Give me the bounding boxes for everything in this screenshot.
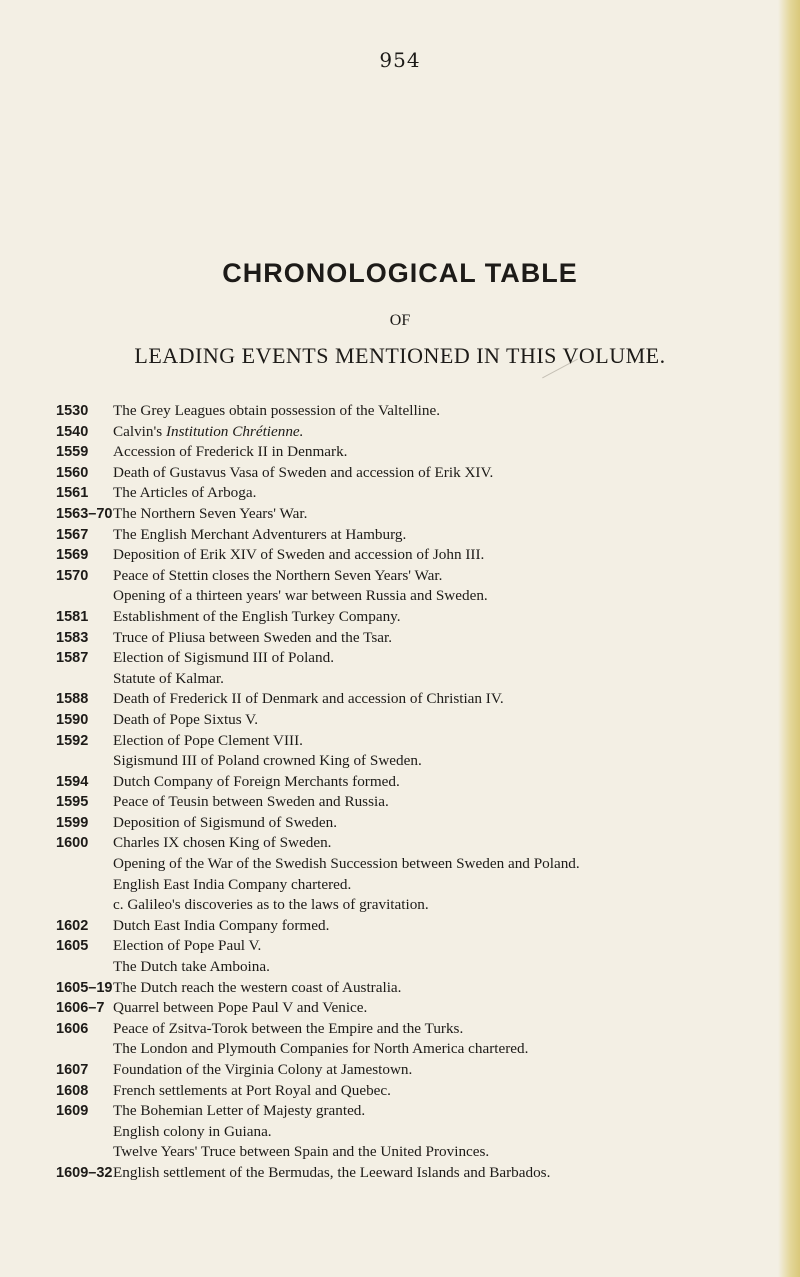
event-year: 1570: [56, 567, 89, 584]
event-year: 1608: [56, 1082, 89, 1099]
event-year: 1563–70: [56, 505, 113, 522]
event-text: Statute of Kalmar.: [113, 669, 224, 687]
event-row: [56, 1163, 776, 1184]
event-row: [56, 607, 776, 628]
event-text: Death of Frederick II of Denmark and accession of Christian IV.: [113, 690, 504, 708]
event-year: [56, 751, 113, 772]
event-row: [56, 957, 776, 978]
event-row: [56, 875, 776, 896]
event-text: Opening of the War of the Swedish Succession between Sweden and Poland.: [113, 855, 580, 873]
event-year: 1607: [56, 1062, 89, 1078]
event-text: The Northern Seven Years' War.: [113, 504, 308, 522]
event-text: Opening of a thirteen years' war between Russia and Sweden.: [113, 587, 488, 605]
event-year: 1606–7: [56, 1000, 105, 1017]
event-text: The London and Plymouth Companies for North America chartered.: [113, 1040, 529, 1058]
event-text: Establishment of the English Turkey Company.: [113, 607, 401, 625]
event-text-plain: Calvin's: [113, 422, 166, 440]
event-text: [113, 422, 303, 443]
event-row: [56, 833, 776, 854]
event-year: 1594: [56, 773, 89, 790]
event-text: Sigismund III of Poland crowned King of Sweden.: [113, 752, 422, 770]
event-row: [56, 710, 776, 731]
event-text: Charles IX chosen King of Sweden.: [113, 834, 332, 852]
event-text: Dutch East India Company formed.: [113, 916, 330, 934]
event-year: 1609–32: [56, 1164, 113, 1181]
event-row: [56, 483, 776, 504]
event-text: Deposition of Sigismund of Sweden.: [113, 813, 338, 831]
event-text: Peace of Stettin closes the Northern Seven Years' War.: [113, 566, 443, 584]
event-text: Foundation of the Virginia Colony at Jamestown.: [113, 1061, 413, 1078]
event-text: English colony in Guiana.: [113, 1122, 272, 1140]
event-text: Election of Pope Clement VIII.: [113, 731, 303, 749]
event-text: Twelve Years' Truce between Spain and the United Provinces.: [113, 1143, 490, 1161]
event-list: [56, 401, 776, 1184]
event-year: 1595: [56, 794, 89, 811]
event-year: 1600: [56, 835, 89, 852]
event-text: The Dutch take Amboina.: [113, 958, 270, 976]
event-text: English East India Company chartered.: [113, 875, 352, 893]
event-year: [56, 1039, 113, 1060]
event-text: Death of Pope Sixtus V.: [113, 710, 258, 728]
event-year: [56, 1142, 113, 1163]
event-row: [56, 772, 776, 793]
event-year: 1581: [56, 608, 89, 625]
event-year: 1605–19: [56, 979, 113, 996]
event-year: 1599: [56, 814, 89, 831]
event-row: [56, 998, 776, 1019]
event-year: 1567: [56, 526, 89, 543]
page-subtitle: LEADING EVENTS MENTIONED IN THIS VOLUME.: [134, 343, 666, 368]
event-year: [56, 854, 113, 875]
event-row: [56, 895, 776, 916]
event-text: Accession of Frederick II in Denmark.: [113, 443, 348, 461]
event-text: Quarrel between Pope Paul V and Venice.: [113, 999, 368, 1017]
event-row: [56, 566, 776, 587]
event-text: Deposition of Erik XIV of Sweden and accession of John III.: [113, 546, 485, 564]
event-row: [56, 648, 776, 669]
event-year: 1587: [56, 650, 89, 667]
event-row: [56, 545, 776, 566]
title-connector: OF: [389, 312, 411, 329]
event-row: [56, 936, 776, 957]
event-row: [56, 1081, 776, 1102]
event-year: 1540: [56, 423, 89, 440]
event-row: [56, 1060, 776, 1081]
event-row: [56, 628, 776, 649]
page-number: 954: [379, 48, 421, 72]
event-row: [56, 792, 776, 813]
event-row: [56, 525, 776, 546]
event-text: Truce of Pliusa between Sweden and the Tsar.: [113, 628, 393, 646]
event-year: 1592: [56, 732, 89, 749]
event-year: [56, 875, 113, 896]
event-text: Peace of Teusin between Sweden and Russia.: [113, 793, 389, 811]
event-row: [56, 1019, 776, 1040]
event-row: [56, 401, 776, 422]
event-year: 1583: [56, 629, 89, 646]
event-row: [56, 1039, 776, 1060]
event-year: 1561: [56, 485, 89, 502]
event-row: [56, 422, 776, 443]
event-year: 1605: [56, 938, 89, 955]
event-year: 1560: [56, 464, 89, 481]
event-text: The Grey Leagues obtain possession of the Valtelline.: [113, 402, 441, 419]
event-year: 1559: [56, 444, 89, 461]
event-row: [56, 916, 776, 937]
event-year: 1602: [56, 917, 89, 934]
event-year: [56, 669, 113, 690]
event-text: The English Merchant Adventurers at Hamburg.: [113, 525, 407, 543]
page-edge-discoloration: [778, 0, 800, 1277]
event-text: The Articles of Arboga.: [113, 484, 257, 502]
event-year: 1590: [56, 711, 89, 728]
event-row: [56, 1142, 776, 1163]
event-row: [56, 586, 776, 607]
event-year: 1606: [56, 1020, 89, 1037]
event-year: [56, 586, 113, 607]
event-row: [56, 854, 776, 875]
event-year: 1609: [56, 1103, 89, 1120]
event-year: [56, 895, 113, 916]
event-text: Dutch Company of Foreign Merchants formed.: [113, 772, 400, 790]
event-text: English settlement of the Bermudas, the Leeward Islands and Barbados.: [113, 1163, 551, 1181]
event-row: [56, 978, 776, 999]
event-row: [56, 731, 776, 752]
event-text: Election of Sigismund III of Poland.: [113, 649, 335, 667]
event-row: [56, 813, 776, 834]
event-row: [56, 504, 776, 525]
event-text: Election of Pope Paul V.: [113, 937, 262, 955]
event-row: [56, 689, 776, 710]
event-text: Peace of Zsitva-Torok between the Empire and the Turks.: [113, 1019, 464, 1037]
event-year: [56, 1122, 113, 1143]
event-year: 1530: [56, 403, 89, 419]
event-text: The Bohemian Letter of Majesty granted.: [113, 1102, 366, 1120]
event-text: The Dutch reach the western coast of Australia.: [113, 978, 402, 996]
event-year: 1588: [56, 691, 89, 708]
event-year: 1569: [56, 547, 89, 564]
event-text: Death of Gustavus Vasa of Sweden and accession of Erik XIV.: [113, 463, 494, 481]
event-text: French settlements at Port Royal and Quebec.: [113, 1081, 391, 1099]
event-row: [56, 1122, 776, 1143]
event-text-italic: Institution Chrétienne.: [165, 422, 304, 440]
page-title: CHRONOLOGICAL TABLE: [222, 258, 578, 288]
event-row: [56, 751, 776, 772]
event-row: [56, 442, 776, 463]
event-year: [56, 957, 113, 978]
event-row: [56, 669, 776, 690]
event-row: [56, 1101, 776, 1122]
event-row: [56, 463, 776, 484]
event-text: c. Galileo's discoveries as to the laws of gravitation.: [113, 896, 429, 914]
